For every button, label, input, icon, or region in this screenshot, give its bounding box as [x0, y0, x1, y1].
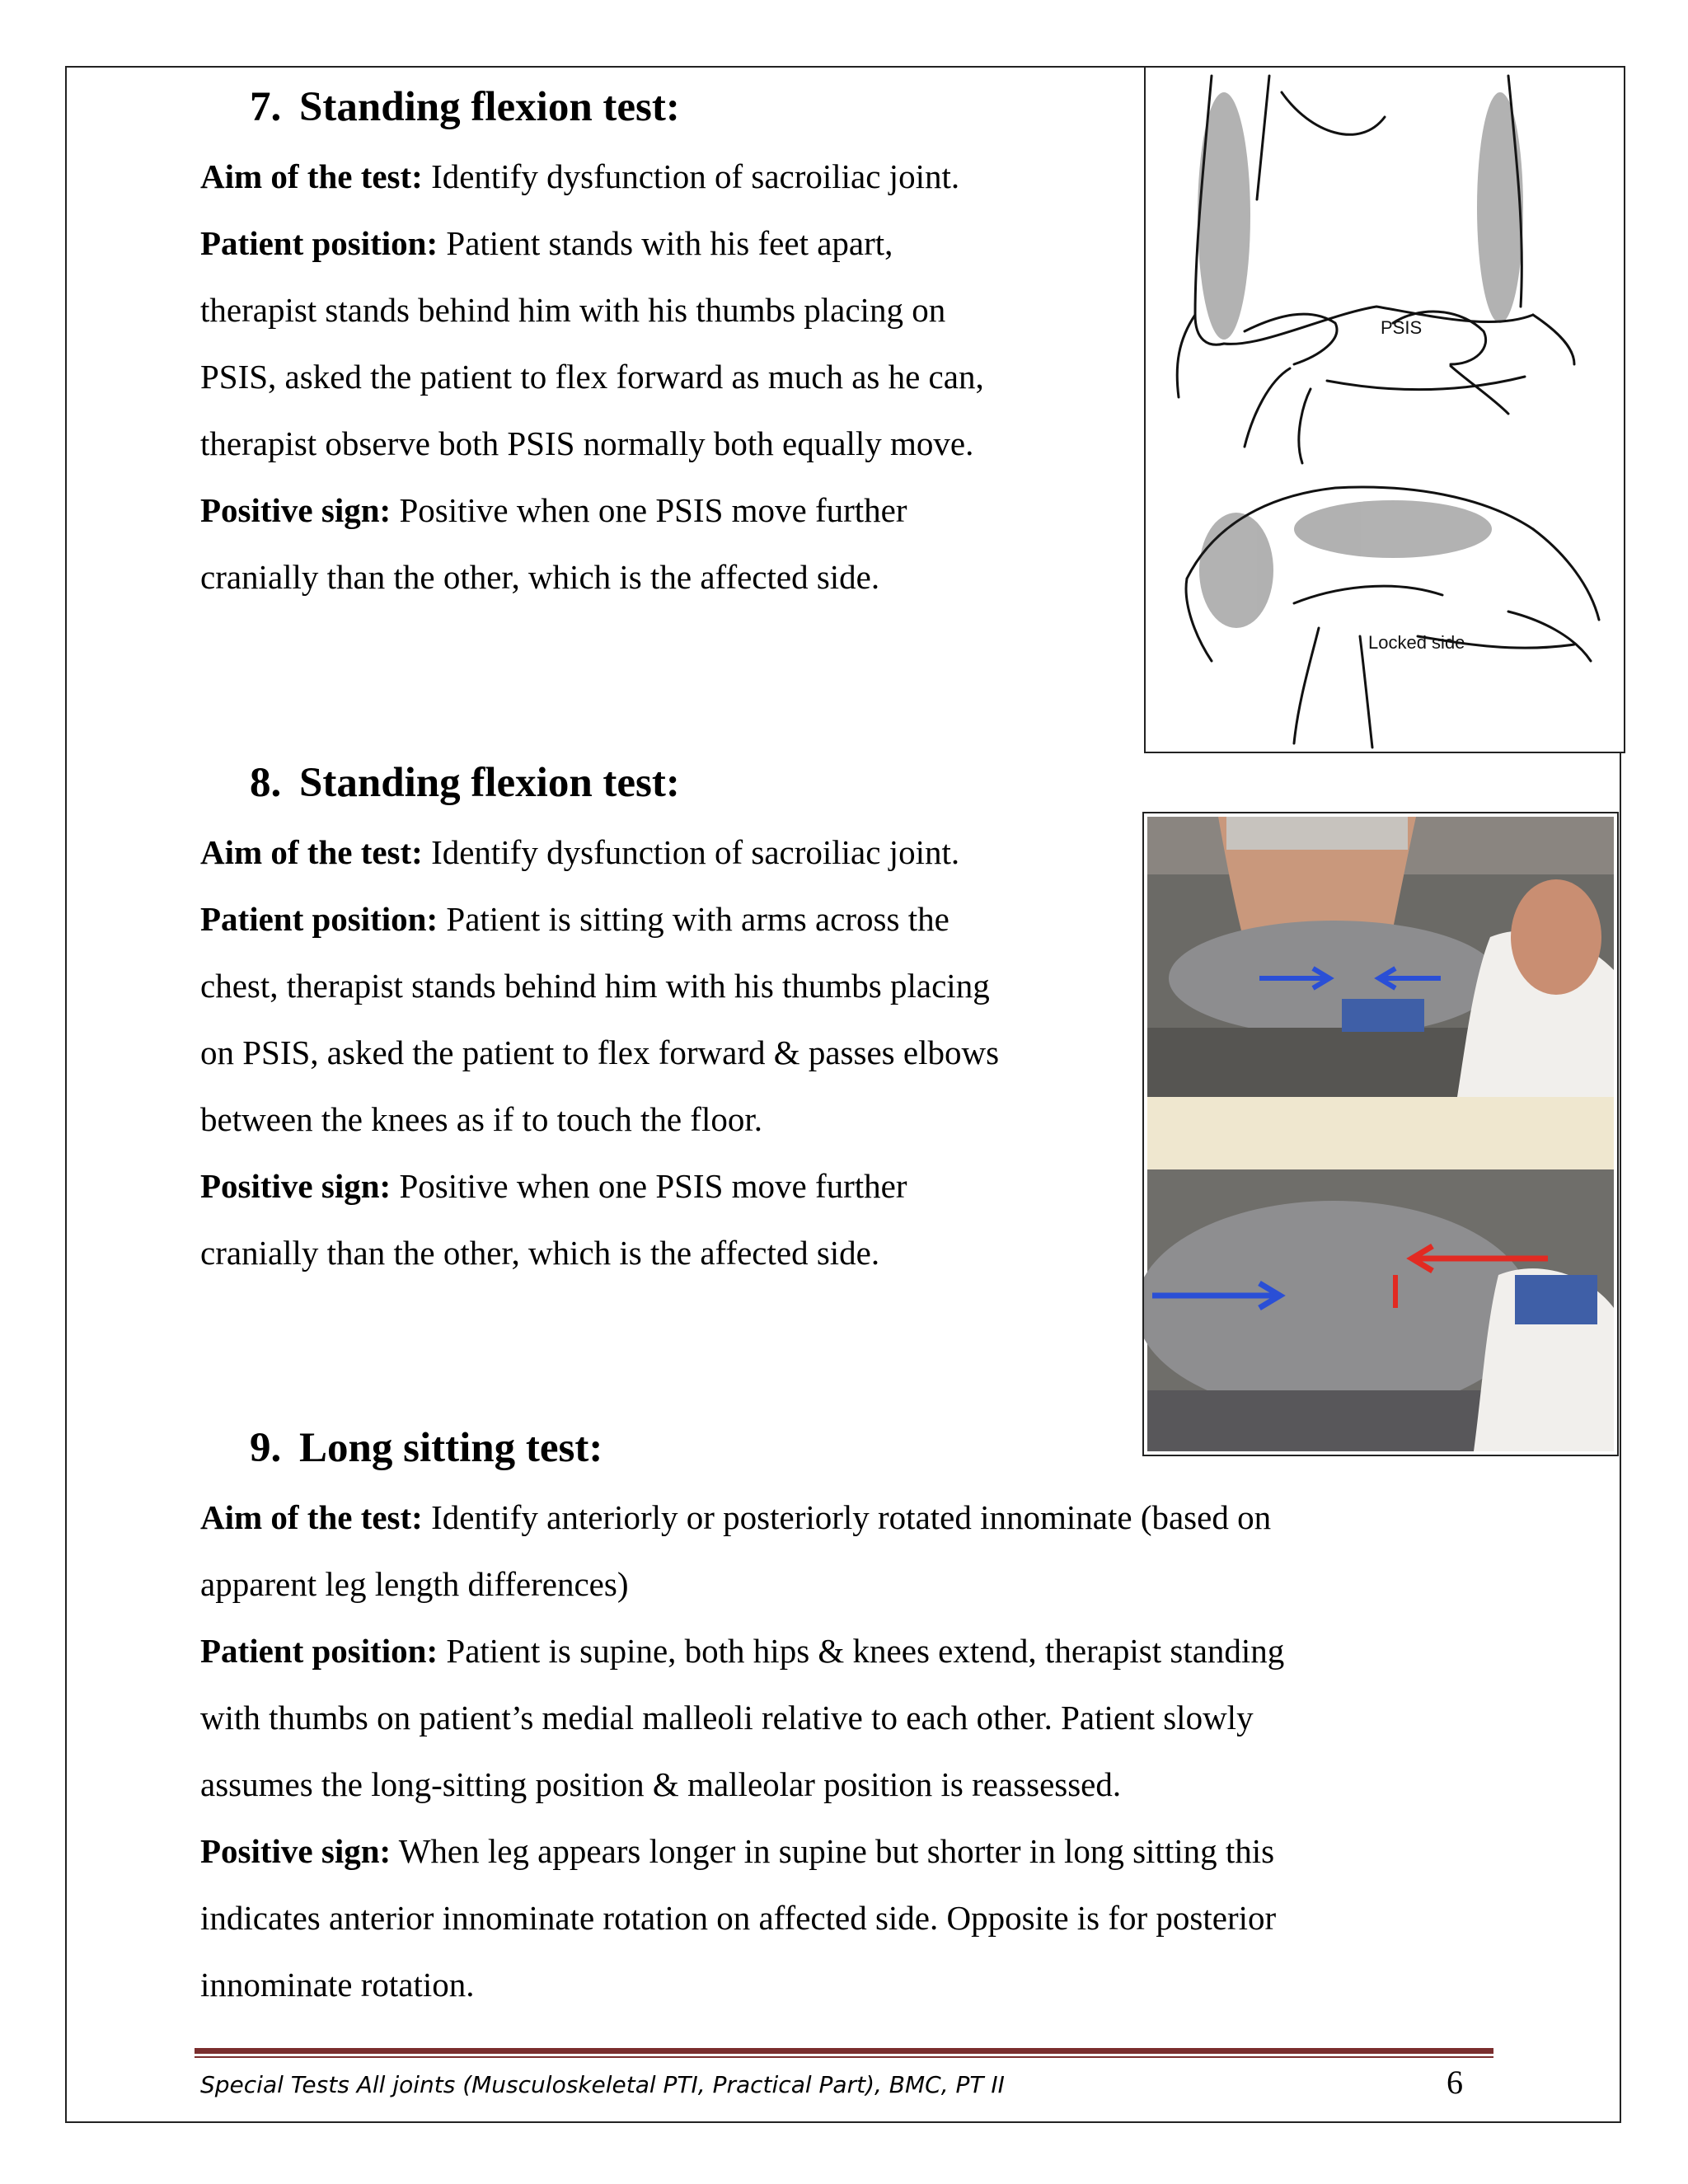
position-label: Patient position:: [200, 1632, 438, 1670]
position-line: chest, therapist stands behind him with his thumbs placing: [200, 967, 990, 1005]
position-label: Patient position:: [200, 224, 438, 262]
sign-label: Positive sign:: [200, 1167, 392, 1205]
sign-line: cranially than the other, which is the affected side.: [200, 1234, 880, 1272]
section-title: Standing flexion test:: [299, 84, 680, 130]
aim-label: Aim of the test:: [200, 157, 423, 195]
position-line: therapist observe both PSIS normally both equally move.: [200, 424, 974, 462]
position-line: Patient is supine, both hips & knees extend, therapist standing: [438, 1632, 1285, 1670]
section-heading: [250, 82, 984, 132]
seated-flexion-photos: [1142, 812, 1619, 1456]
position-line: assumes the long-sitting position & malleolar position is reassessed.: [200, 1765, 1122, 1803]
position-line: Patient is sitting with arms across the: [438, 900, 950, 938]
section-9: [200, 1423, 1284, 2018]
psis-label: PSIS: [1381, 317, 1423, 338]
sign-paragraph: [200, 477, 984, 611]
position-line: between the knees as if to touch the floor.: [200, 1100, 762, 1138]
sign-paragraph: [200, 1153, 999, 1286]
position-paragraph: [200, 210, 984, 477]
aim-label: Aim of the test:: [200, 833, 423, 871]
section-number: 8.: [250, 760, 282, 806]
section-heading: [250, 1423, 1284, 1473]
illustration-drawing: [1146, 68, 1624, 752]
aim-text: Identify dysfunction of sacroiliac joint.: [422, 157, 960, 195]
page-number: 6: [1447, 2064, 1463, 2101]
section-7: [200, 82, 984, 611]
section-title: Standing flexion test:: [299, 760, 680, 806]
section-number: 7.: [250, 84, 282, 130]
sign-line: Positive when one PSIS move further: [391, 1167, 907, 1205]
aim-paragraph: [200, 1484, 1284, 1618]
sign-label: Positive sign:: [200, 1832, 392, 1870]
footer-text: Special Tests All joints (Musculoskeletal PTI, Practical Part), BMC, PT II: [200, 2071, 1005, 2098]
aim-paragraph: [200, 819, 999, 886]
section-title: Long sitting test:: [299, 1425, 603, 1471]
aim-line: Identify anteriorly or posteriorly rotated innominate (based on: [422, 1498, 1272, 1536]
sign-paragraph: [200, 1818, 1284, 2018]
aim-label: Aim of the test:: [200, 1498, 423, 1536]
aim-line: apparent leg length differences): [200, 1565, 629, 1603]
position-label: Patient position:: [200, 900, 438, 938]
section-8: [200, 758, 999, 1286]
aim-text: Identify dysfunction of sacroiliac joint.: [422, 833, 960, 871]
position-line: PSIS, asked the patient to flex forward as much as he can,: [200, 358, 984, 396]
section-number: 9.: [250, 1425, 282, 1471]
footer-rule: [195, 2048, 1493, 2054]
section-heading: [250, 758, 999, 808]
position-line: on PSIS, asked the patient to flex forward & passes elbows: [200, 1033, 1000, 1071]
position-paragraph: [200, 886, 999, 1153]
sign-line: When leg appears longer in supine but shorter in long sitting this: [391, 1832, 1275, 1870]
position-line: therapist stands behind him with his thumbs placing on: [200, 291, 946, 329]
footer-rule-thin: [195, 2056, 1493, 2058]
standing-flexion-illustration: [1144, 66, 1625, 753]
position-paragraph: [200, 1618, 1284, 1818]
locked-side-label: Locked side: [1368, 632, 1465, 653]
position-line: with thumbs on patient’s medial malleoli relative to each other. Patient slowly: [200, 1699, 1254, 1736]
position-line: Patient stands with his feet apart,: [438, 224, 893, 262]
sign-line: innominate rotation.: [200, 1966, 475, 2004]
sign-line: cranially than the other, which is the affected side.: [200, 558, 880, 596]
aim-paragraph: [200, 143, 984, 210]
sign-line: indicates anterior innominate rotation on affected side. Opposite is for posterior: [200, 1899, 1277, 1937]
sign-label: Positive sign:: [200, 491, 392, 529]
photo-panels: [1144, 813, 1617, 1455]
sign-line: Positive when one PSIS move further: [391, 491, 907, 529]
